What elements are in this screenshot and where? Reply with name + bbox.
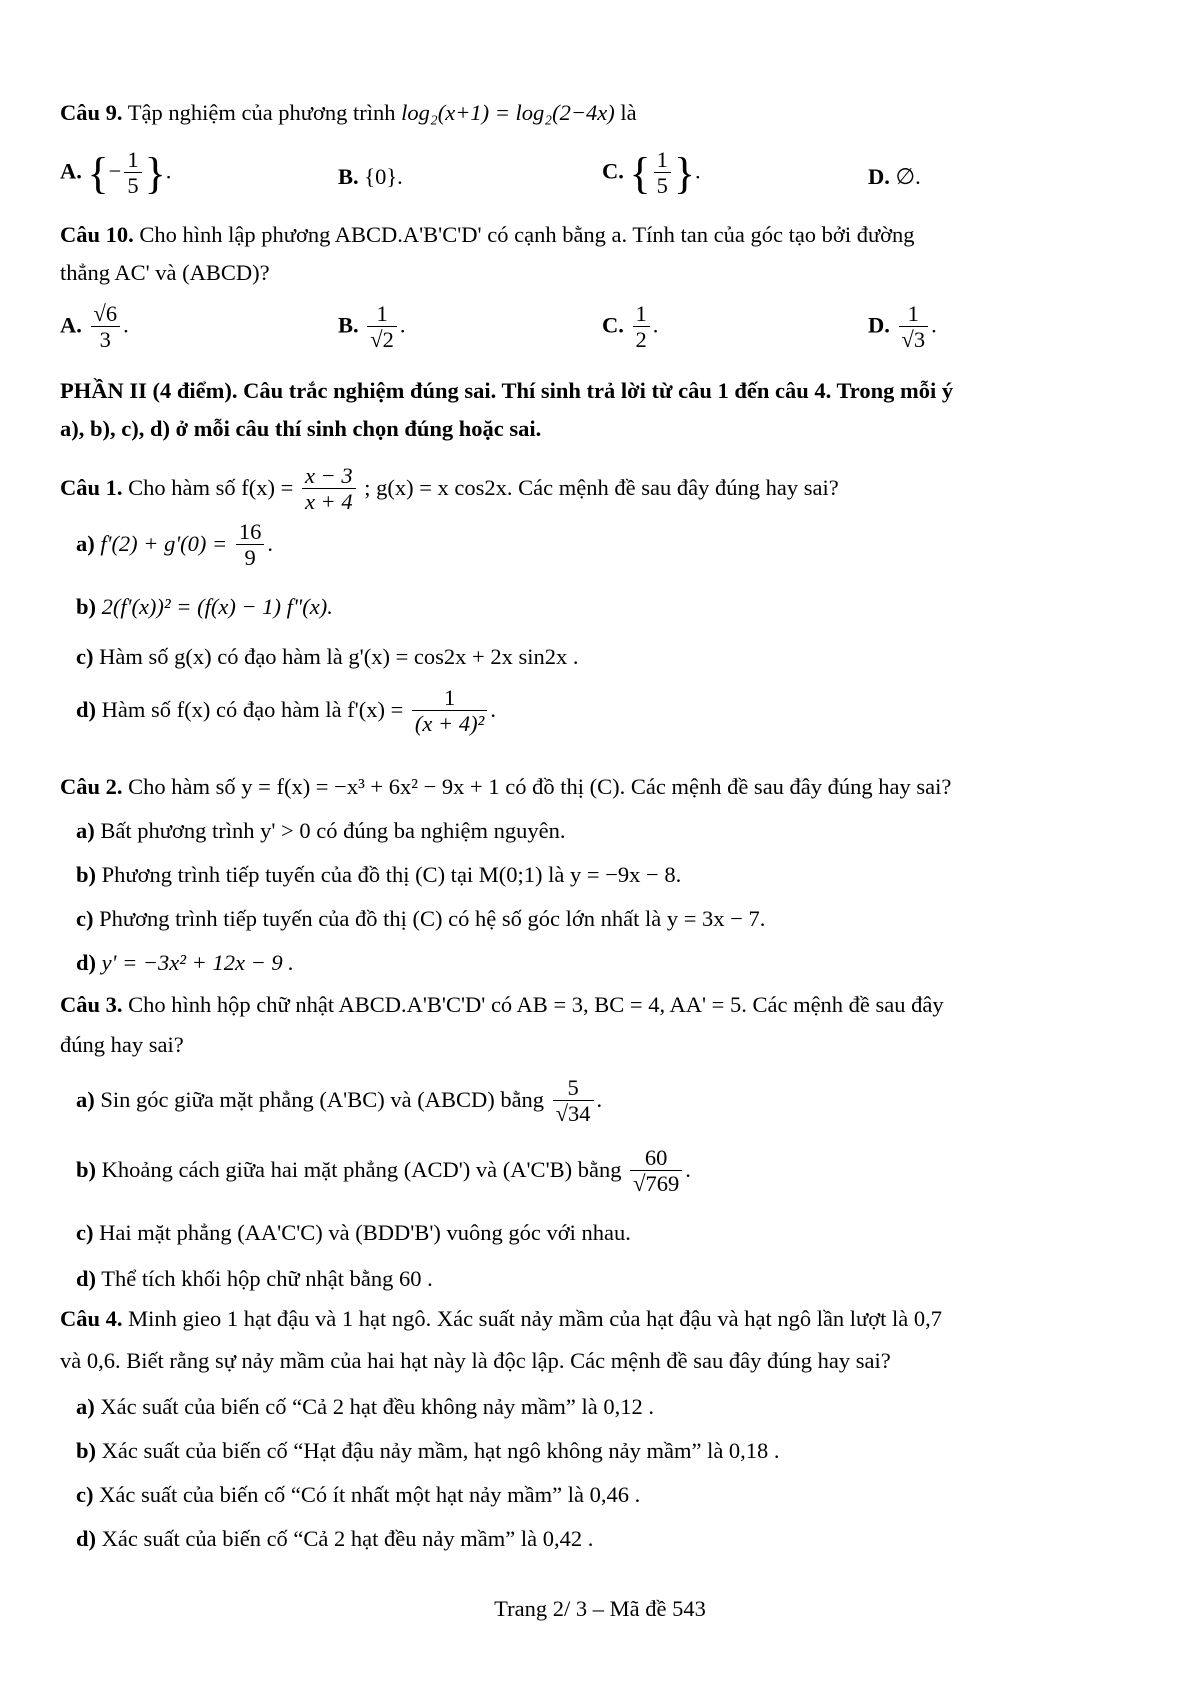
q9-equation: log₂(x+1) = log₂(2−4x) <box>401 100 615 125</box>
page-footer: Trang 2/ 3 – Mã đề 543 <box>494 1596 706 1621</box>
c3-item-c: c) Hai mặt phẳng (AA'C'C) và (BDD'B') vuông góc với nhau. <box>76 1220 631 1245</box>
q10-stem-line1: Câu 10. Cho hình lập phương ABCD.A'B'C'D' có cạnh bằng a. Tính tan của góc tạo bởi đường <box>60 222 915 247</box>
c2-item-b: b) Phương trình tiếp tuyến của đồ thị (C) tại M(0;1) là y = −9x − 8. <box>76 862 682 887</box>
c3-item-b: b) Khoảng cách giữa hai mặt phẳng (ACD') và (A'C'B) bằng $\frac{60}{√769}$ . <box>76 1145 691 1197</box>
c4-item-a: a) Xác suất của biến cố “Cả 2 hạt đều không nảy mầm” là 0,12 . <box>76 1394 654 1419</box>
q10-option-b: B. $\frac{1}{√2}$ . <box>338 301 406 352</box>
q10-option-a: A. $\frac{√6}{3}$ . <box>60 301 129 352</box>
c1-item-d: d) Hàm số f(x) có đạo hàm là f'(x) = $\frac{1}{\text{(x + 4)²}}$ . <box>76 685 496 737</box>
c4-item-c: c) Xác suất của biến cố “Có ít nhất một hạt nảy mầm” là 0,46 . <box>76 1482 641 1507</box>
c1-stem: Câu 1. Cho hàm số f(x) = $\frac{x - 3}{x + 4}$ ; g(x) = x cos2x. Các mệnh đề sau đây đúng hay sai? <box>60 463 839 515</box>
c3-stem-line2: đúng hay sai? <box>60 1032 184 1057</box>
c2-stem: Câu 2. Cho hàm số y = f(x) = −x³ + 6x² − 9x + 1 có đồ thị (C). Các mệnh đề sau đây đúng hay sai? <box>60 774 952 799</box>
c2-item-d: d) y' = −3x² + 12x − 9 . <box>76 950 294 975</box>
q9-label: Câu 9. <box>60 100 123 125</box>
c1-item-a: a) f'(2) + g'(0) = $\frac{16}{9}$ . <box>76 519 273 571</box>
c1-item-c: c) Hàm số g(x) có đạo hàm là g'(x) = cos2x + 2x sin2x . <box>76 644 579 669</box>
c3-stem-line1: Câu 3. Cho hình hộp chữ nhật ABCD.A'B'C'D' có AB = 3, BC = 4, AA' = 5. Các mệnh đề sau đây <box>60 992 944 1017</box>
c1-item-b: b) 2(f'(x))² = (f(x) − 1) f"(x). <box>76 594 333 619</box>
c2-item-a: a) Bất phương trình y' > 0 có đúng ba nghiệm nguyên. <box>76 818 566 843</box>
q9-text-end: là <box>620 100 637 125</box>
q9-option-d: D. ∅. <box>868 164 921 189</box>
c4-item-b: b) Xác suất của biến cố “Hạt đậu nảy mầm, hạt ngô không nảy mầm” là 0,18 . <box>76 1438 780 1463</box>
c2-item-c: c) Phương trình tiếp tuyến của đồ thị (C) có hệ số góc lớn nhất là y = 3x − 7. <box>76 906 766 931</box>
c4-stem-line1: Câu 4. Minh gieo 1 hạt đậu và 1 hạt ngô. Xác suất nảy mầm của hạt đậu và hạt ngô lần lượt là 0,7 <box>60 1306 943 1331</box>
c3-item-d: d) Thể tích khối hộp chữ nhật bằng 60 . <box>76 1266 433 1291</box>
q9-option-c: C. { $\frac{1}{5}$ }. <box>602 147 701 198</box>
q9-text: Tập nghiệm của phương trình <box>127 100 396 125</box>
q10-option-d: D. $\frac{1}{√3}$ . <box>868 301 937 352</box>
c3-item-a: a) Sin góc giữa mặt phẳng (A'BC) và (ABCD) bằng $\frac{5}{√34}$ . <box>76 1075 603 1127</box>
c4-item-d: d) Xác suất của biến cố “Cả 2 hạt đều nảy mầm” là 0,42 . <box>76 1526 594 1551</box>
part2-heading-line2: a), b), c), d) ở mỗi câu thí sinh chọn đúng hoặc sai. <box>60 416 542 441</box>
q9-option-a: A. {− $\frac{1}{5}$ }. <box>60 147 172 198</box>
part2-heading-line1: PHẦN II (4 điểm). Câu trắc nghiệm đúng sai. Thí sinh trả lời từ câu 1 đến câu 4. Trong mỗi ý <box>60 378 954 403</box>
exam-page <box>60 0 1140 1688</box>
q10-option-c: C. $\frac{1}{2}$ . <box>602 301 659 352</box>
q10-stem-line2: thẳng AC' và (ABCD)? <box>60 260 270 285</box>
q9-option-b: B. {0}. <box>338 164 403 189</box>
q9-stem <box>60 98 637 128</box>
c4-stem-line2: và 0,6. Biết rằng sự nảy mầm của hai hạt này là độc lập. Các mệnh đề sau đây đúng hay sai? <box>60 1348 891 1373</box>
